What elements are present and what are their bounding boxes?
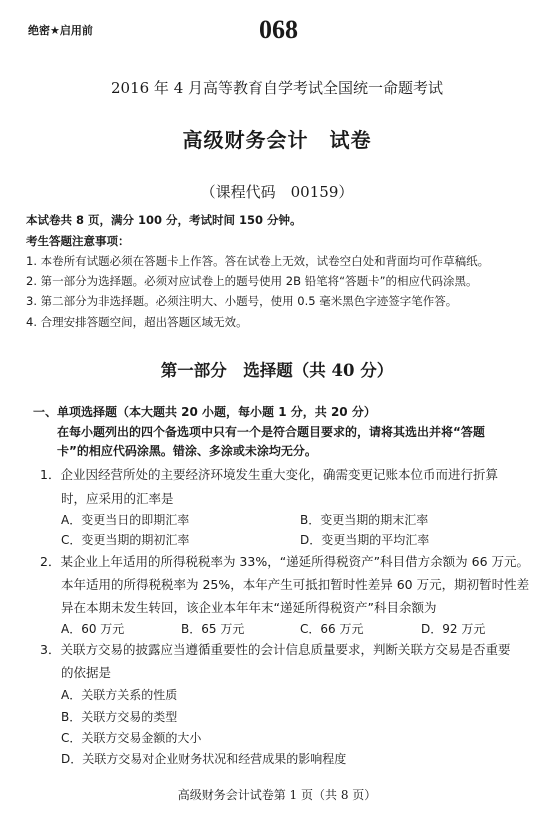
question-text: 异在本期未发生转回，该企业本年年末“递延所得税资产”科目余额为	[61, 600, 437, 615]
section-desc: 卡”的相应代码涂黑。错涂、多涂或未涂均无分。	[57, 444, 317, 458]
option-d: D．变更当期的平均汇率	[300, 533, 430, 547]
option-d: D．92 万元	[421, 622, 486, 636]
exam-name: 2016 年 4 月高等教育自学考试全国统一命题考试	[110, 79, 444, 97]
part-title: 第一部分 选择题（共 40 分）	[160, 361, 394, 380]
page-footer: 高级财务会计试卷第 1 页（共 8 页）	[177, 788, 377, 802]
instruction-item: 4. 合理安排答题空间，超出答题区域无效。	[26, 315, 248, 329]
question-text: 3．关联方交易的披露应当遵循重要性的会计信息质量要求，判断关联方交易是否重要	[40, 642, 511, 657]
question-text: 2．某企业上年适用的所得税税率为 33%，“递延所得税资产”科目借方余额为 66 万元。	[40, 554, 530, 569]
section-heading: 一、单项选择题（本大题共 20 小题，每小题 1 分，共 20 分）	[33, 405, 376, 419]
option-d: D．关联方交易对企业财务状况和经营成果的影响程度	[61, 752, 347, 766]
option-c: C．关联方交易金额的大小	[61, 731, 202, 745]
secret-mark: 绝密★启用前	[28, 24, 93, 37]
option-c: C．变更当期的期初汇率	[61, 533, 190, 547]
instruction-item: 3. 第二部分为非选择题。必须注明大、小题号，使用 0.5 毫米黑色字迹签字笔作答。	[26, 294, 458, 308]
option-a: A．变更当日的即期汇率	[61, 513, 190, 527]
option-a: A．60 万元	[61, 622, 125, 636]
section-desc: 在每小题列出的四个备选项中只有一个是符合题目要求的，请将其选出并将“答题	[57, 425, 485, 439]
instructions-intro: 本试卷共 8 页，满分 100 分，考试时间 150 分钟。	[26, 213, 302, 227]
option-c: C．66 万元	[300, 622, 364, 636]
question-text: 本年适用的所得税税率为 25%，本年产生可抵扣暂时性差异 60 万元，期初暂时性差	[61, 577, 530, 592]
instructions-heading: 考生答题注意事项：	[26, 234, 130, 248]
question-text: 的依据是	[61, 665, 112, 680]
course-code: （课程代码 00159）	[200, 183, 354, 201]
paper-title: 高级财务会计 试卷	[182, 128, 372, 152]
paper-code: 068	[259, 15, 298, 44]
instruction-item: 1. 本卷所有试题必须在答题卡上作答。答在试卷上无效，试卷空白处和背面均可作草稿纸。	[26, 254, 490, 268]
question-text: 时，应采用的汇率是	[61, 491, 174, 506]
question-text: 1．企业因经营所处的主要经济环境发生重大变化，确需变更记账本位币而进行折算	[40, 467, 498, 482]
instruction-item: 2. 第一部分为选择题。必须对应试卷上的题号使用 2B 铅笔将“答题卡”的相应代码涂黑。	[26, 274, 478, 288]
option-b: B．关联方交易的类型	[61, 710, 178, 724]
option-b: B．65 万元	[181, 622, 245, 636]
option-b: B．变更当期的期末汇率	[300, 513, 429, 527]
option-a: A．关联方关系的性质	[61, 688, 178, 702]
